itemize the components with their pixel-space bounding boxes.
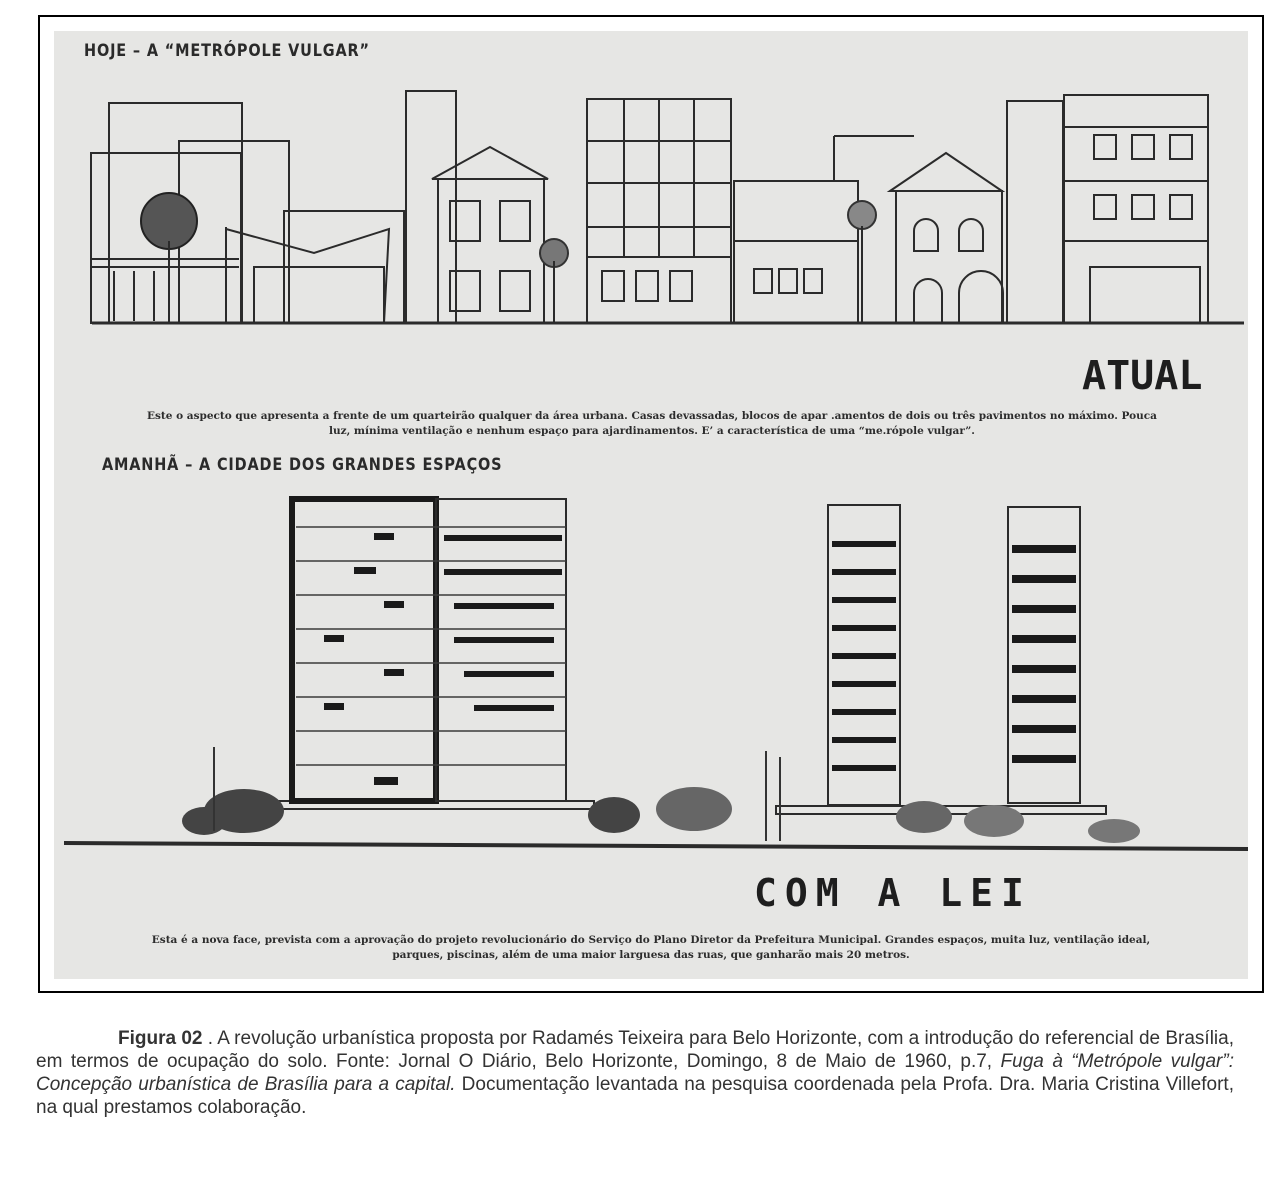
bottom-caption xyxy=(56,933,1246,963)
figure-caption xyxy=(36,1027,1234,1119)
newspaper-clipping xyxy=(54,31,1248,979)
figure-caption-text: . A revolução urbanística proposta por Radamés Teixeira para Belo Horizonte, com a introdução do referencial de Brasília, em termos de ocupação do solo. Fonte: Jornal O Diário, Belo Horizonte, Domingo, 8 de Maio de 1960, p.7, xyxy=(36,1028,1234,1072)
figure-label: Figura 02 xyxy=(118,1028,203,1049)
top-heading: HOJE – A “METRÓPOLE VULGAR” xyxy=(84,41,370,61)
future-street-sketch xyxy=(64,499,1248,849)
top-caption-line-1: Este o aspecto que apresenta a frente de um quarteirão qualquer da área urbana. Casas devassadas, blocos de apar .amentos de dois ou três pavimentos no máximo. Pouca xyxy=(147,410,1157,422)
top-caption xyxy=(60,409,1244,439)
bottom-heading: AMANHÃ – A CIDADE DOS GRANDES ESPAÇOS xyxy=(102,455,503,475)
figure-frame xyxy=(38,15,1264,993)
bottom-caption-line-1: Esta é a nova face, prevista com a aprovação do projeto revolucionário do Serviço do Plano Diretor da Prefeitura Municipal. Grandes espaços, muita luz, ventilação ideal, xyxy=(151,934,1151,946)
figure-caption-tail: Documentação levantada na pesquisa coordenada pela Profa. Dra. Maria Cristina Villefort, na qual prestamos colaboração. xyxy=(36,1074,1234,1118)
stamp-com-a-lei: COM A LEI xyxy=(754,871,1032,915)
top-caption-line-2: luz, mínima ventilação e nenhum espaço para ajardinamentos. E’ a característica de uma “me.rópole vulgar”. xyxy=(329,425,975,437)
current-street-sketch xyxy=(91,91,1244,323)
street-drawings xyxy=(54,31,1248,979)
bottom-caption-line-2: parques, piscinas, além de uma maior larguesa das ruas, que ganharão mais 20 metros. xyxy=(392,949,910,961)
stamp-atual: ATUAL xyxy=(1082,353,1203,399)
figure-caption-title: Fuga à “Metrópole vulgar”: Concepção urbanística de Brasília para a capital. xyxy=(36,1051,1234,1095)
